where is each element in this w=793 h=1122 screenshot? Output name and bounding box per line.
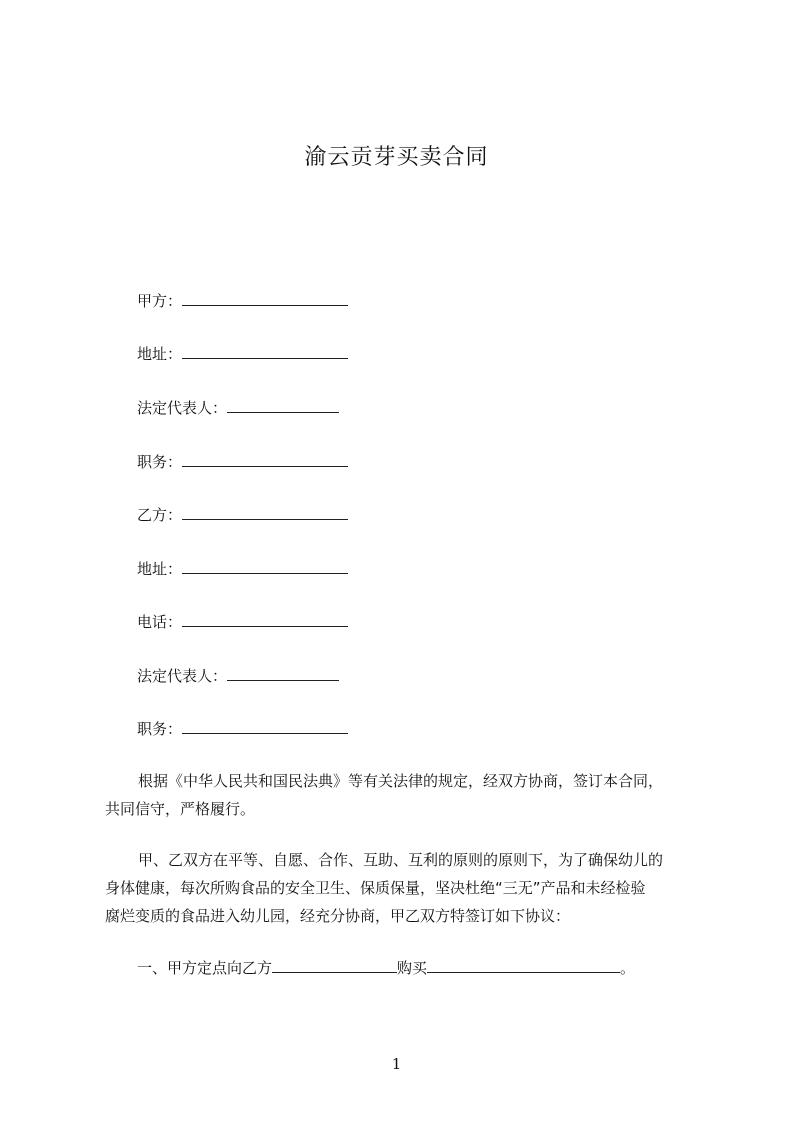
paragraph-line: 腐烂变质的食品进入幼儿园，经充分协商，甲乙双方特签订如下协议：	[105, 907, 571, 925]
fill-in-blank	[182, 451, 348, 467]
clause-text: 。	[620, 959, 636, 977]
page-number: 1	[391, 1055, 402, 1073]
fill-in-blank	[182, 290, 348, 306]
clause-one	[137, 957, 635, 979]
party-a-position-field	[137, 451, 348, 473]
field-label: 法定代表人：	[137, 399, 228, 417]
paragraph-line: 共同信守，严格履行。	[105, 800, 256, 818]
fill-in-blank	[272, 957, 397, 973]
party-a-field	[137, 290, 348, 312]
paragraph-line: 甲、乙双方在平等、自愿、合作、互助、互利的原则的原则下，为了确保幼儿的	[138, 851, 664, 869]
fill-in-blank	[182, 718, 348, 734]
fill-in-blank	[427, 957, 620, 973]
fill-in-blank	[182, 558, 348, 574]
fill-in-blank	[182, 343, 348, 359]
field-label: 职务：	[137, 720, 183, 738]
field-label: 地址：	[137, 560, 183, 578]
fill-in-blank	[227, 397, 339, 413]
field-label: 乙方：	[137, 506, 183, 524]
paragraph-line: 根据《中华人民共和国民法典》等有关法律的规定，经双方协商，签订本合同，	[138, 772, 664, 790]
fill-in-blank	[182, 611, 348, 627]
field-label: 甲方：	[137, 292, 183, 310]
party-b-field	[137, 504, 348, 526]
party-b-position-field	[137, 718, 348, 740]
party-b-phone-field	[137, 611, 348, 633]
party-b-legal-rep-field	[137, 665, 339, 687]
clause-text: 一、甲方定点向乙方	[137, 959, 273, 977]
paragraph-line: 身体健康，每次所购食品的安全卫生、保质保量，坚决杜绝“三无”产品和未经检验	[105, 879, 646, 897]
party-a-address-field	[137, 343, 348, 365]
document-title: 渝云贡芽买卖合同	[304, 145, 489, 170]
principles-paragraph	[105, 846, 705, 930]
clause-text: 购买	[397, 959, 428, 977]
fill-in-blank	[182, 504, 348, 520]
field-label: 电话：	[137, 613, 183, 631]
party-b-address-field	[137, 558, 348, 580]
party-a-legal-rep-field	[137, 397, 339, 419]
field-label: 法定代表人：	[137, 667, 228, 685]
fill-in-blank	[227, 665, 339, 681]
preamble-paragraph	[105, 767, 705, 823]
field-label: 地址：	[137, 345, 183, 363]
field-label: 职务：	[137, 453, 183, 471]
